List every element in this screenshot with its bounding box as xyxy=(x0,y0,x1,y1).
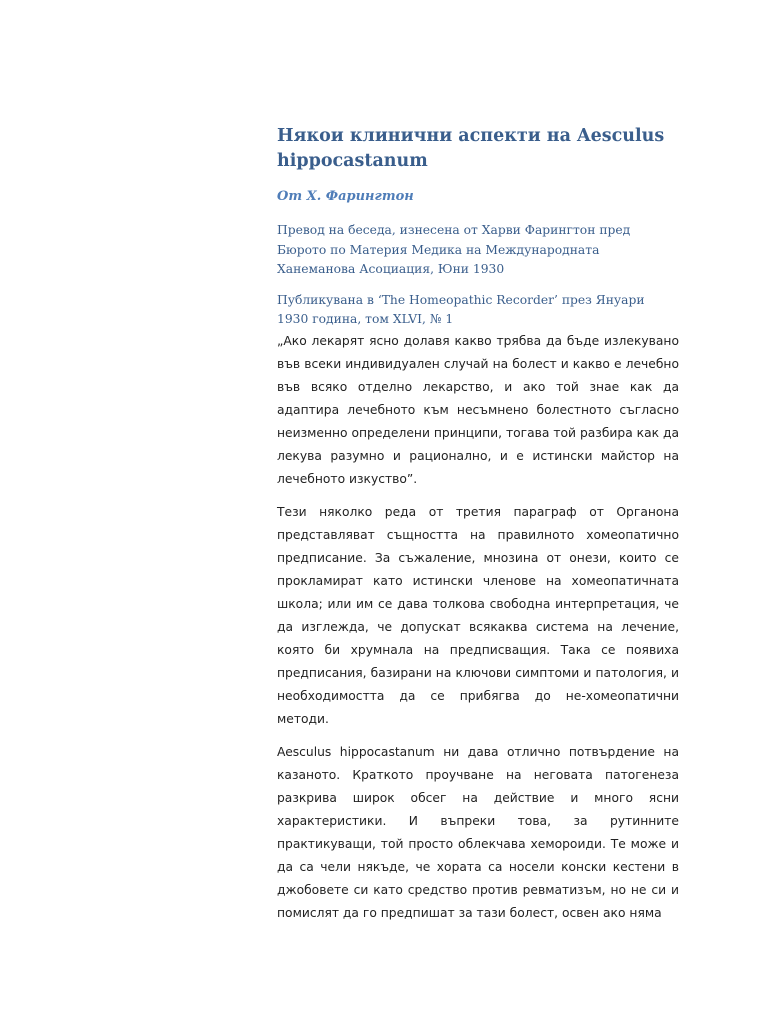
publication-note: Публикувана в ‘The Homeopathic Recorder’ през Януари 1930 година, том XLVI, № 1 xyxy=(277,292,645,326)
body-paragraph: Тези няколко реда от третия параграф от Органона представляват същността на правилното хомеопатично предписание. За съжаление, мнозина от онези, които се прокламират като истински членове на хомеопатичната школа; или им се дава толкова свободна интерпретация, че да изглежда, че допускат всякаква система на лечение, която би хрумнала на предписващия. Така се появиха предписания, базирани на ключови симптоми и патология, и необходимостта да се прибягва до не-хомеопатични методи. xyxy=(277,504,679,726)
translation-note: Превод на беседа, изнесена от Харви Фарингтон пред Бюрото по Материя Медика на Международната Ханеманова Асоциация, Юни 1930 xyxy=(277,223,631,276)
organon-quote-paragraph: „Ако лекарят ясно долавя какво трябва да бъде излекувано във всеки индивидуален случай на болест и какво е лечебно във всяко отделно лекарство, и ако той знае как да адаптира лечебното към несъмнено болестното съгласно неизменно определени принципи, тогава той разбира как да лекува разумно и рационално, и е истински майстор на лечебното изкуство”. xyxy=(277,333,679,486)
body-paragraph: Aesculus hippocastanum ни дава отлично потвърдение на казаното. Краткото проучване на неговата патогенеза разкрива широк обсег на действие и много ясни характеристики. И въпреки това, за рутинните практикуващи, той просто облекчава хемороиди. Те може и да са чели някъде, че хората са носели конски кестени в джобовете си като средство против ревматизъм, но не си и помислят да го предпишат за тази болест, освен ако няма xyxy=(277,744,679,920)
article-title: Някои клинични аспекти на Aesculus hippocastanum xyxy=(277,126,665,171)
article-author: От Х. Фарингтон xyxy=(277,189,414,204)
article-column xyxy=(277,124,679,935)
